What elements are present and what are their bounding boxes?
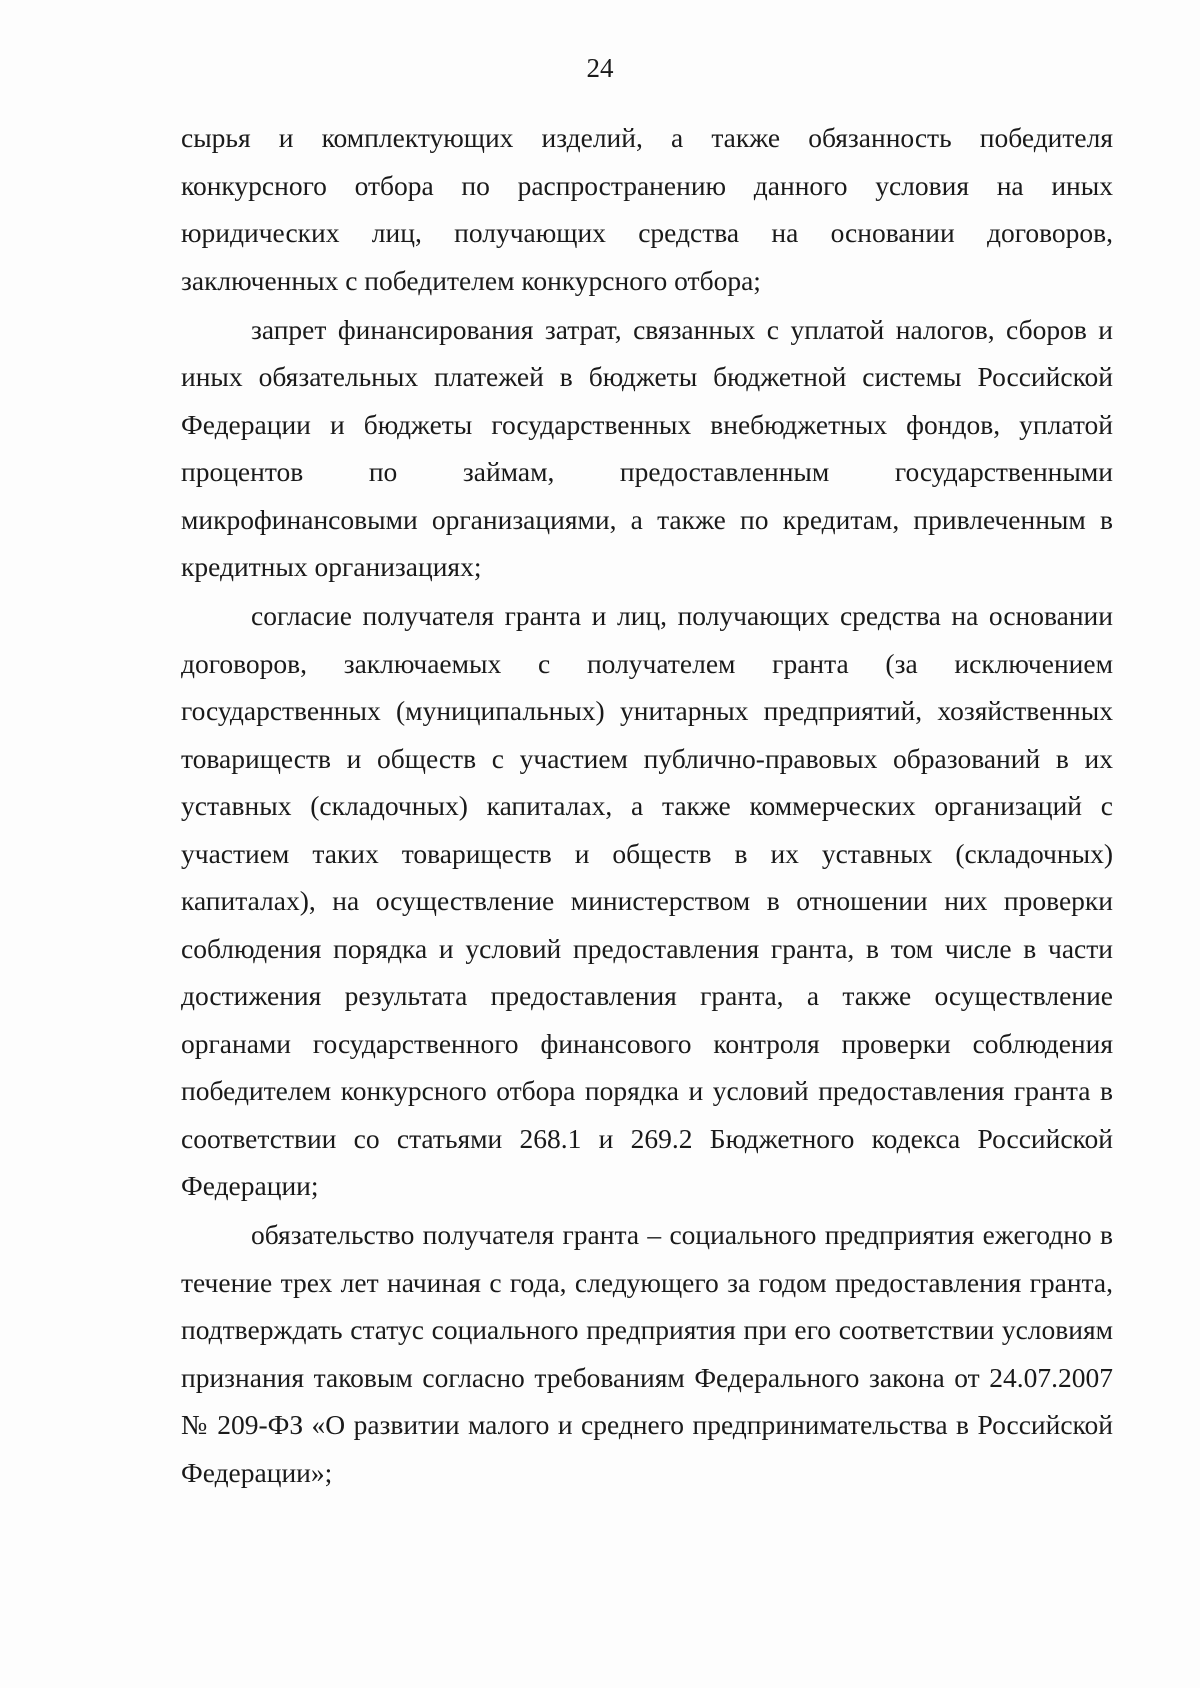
document-body [181,114,1113,1496]
paragraph-social-enterprise-obligation: обязательство получателя гранта – социального предприятия ежегодно в течение трех лет начиная с года, следующего за годом предоставления гранта, подтверждать статус социального предприятия при его соответствии условиям признания таковым согласно требованиям Федерального закона от 24.07.2007 № 209-ФЗ «О развитии малого и среднего предпринимательства в Российской Федерации»; [181,1219,1113,1488]
page-number: 24 [586,53,614,83]
paragraph-raw-materials-obligation: сырья и комплектующих изделий, а также обязанность победителя конкурсного отбора по распространению данного условия на иных юридических лиц, получающих средства на основании договоров, заключенных с победителем конкурсного отбора; [181,122,1113,296]
paragraph-inspection-consent: согласие получателя гранта и лиц, получающих средства на основании договоров, заключаемых с получателем гранта (за исключением государственных (муниципальных) унитарных предприятий, хозяйственных товариществ и обществ с участием публично-правовых образований в их уставных (складочных) капиталах, а также коммерческих организаций с участием таких товариществ и обществ в их уставных (складочных) капиталах), на осуществление министерством в отношении них проверки соблюдения порядка и условий предоставления гранта, в том числе в части достижения результата предоставления гранта, а также осуществление органами государственного финансового контроля проверки соблюдения победителем конкурсного отбора порядка и условий предоставления гранта в соответствии со статьями 268.1 и 269.2 Бюджетного кодекса Российской Федерации; [181,600,1113,1201]
paragraph-financing-prohibition: запрет финансирования затрат, связанных с уплатой налогов, сборов и иных обязательных платежей в бюджеты бюджетной системы Российской Федерации и бюджеты государственных внебюджетных фондов, уплатой процентов по займам, предоставленным государственными микрофинансовыми организациями, а также по кредитам, привлеченным в кредитных организациях; [181,313,1113,582]
